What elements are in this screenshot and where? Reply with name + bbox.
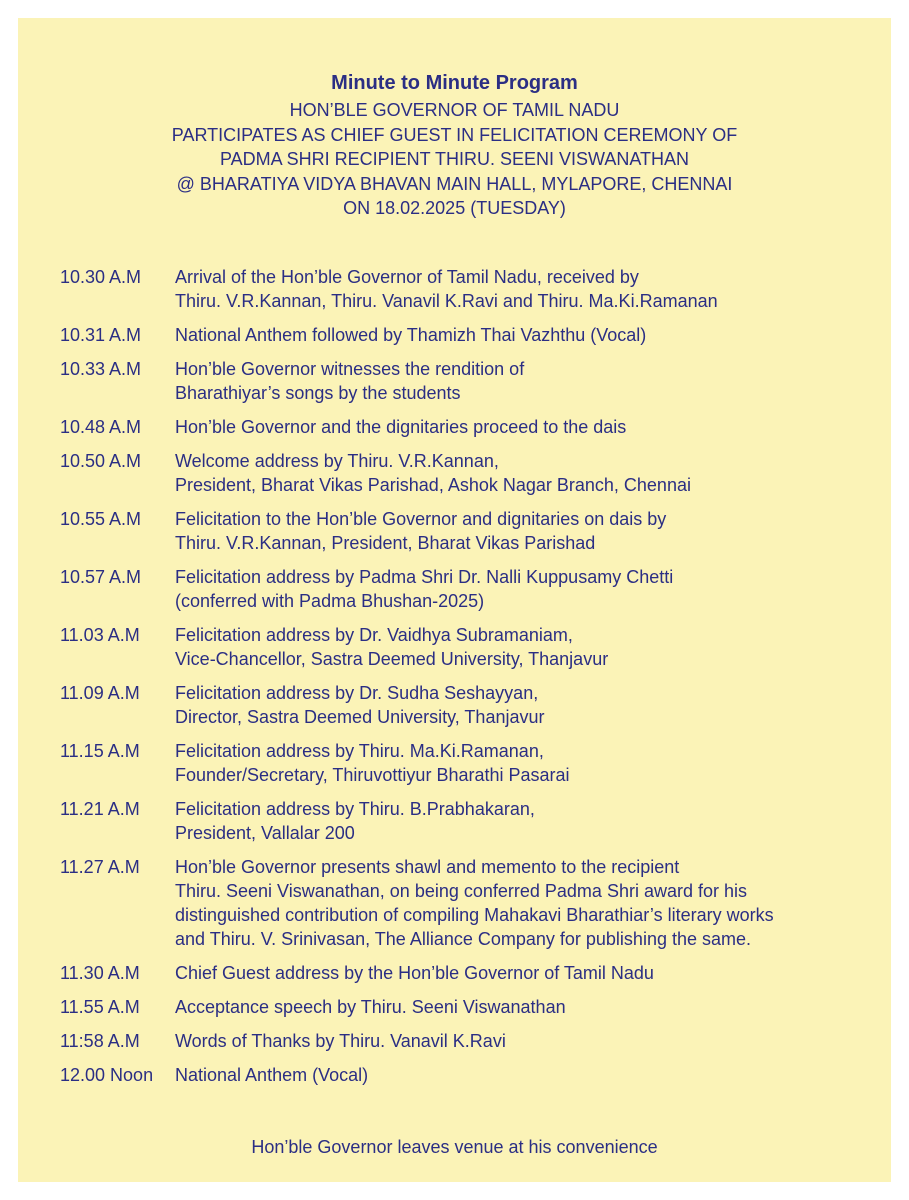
- schedule-row: [60, 415, 880, 439]
- schedule-description-line: Felicitation address by Dr. Vaidhya Subramaniam,: [175, 625, 573, 645]
- schedule-description: [175, 507, 880, 555]
- schedule-description-line: President, Vallalar 200: [175, 823, 355, 843]
- schedule-description: [175, 1029, 880, 1053]
- subtitle-line: HON’BLE GOVERNOR OF TAMIL NADU: [289, 100, 620, 120]
- schedule-description: [175, 449, 880, 497]
- schedule-description-line: National Anthem (Vocal): [175, 1065, 369, 1085]
- subtitle-line: ON 18.02.2025 (TUESDAY): [343, 198, 566, 218]
- schedule-description-line: Acceptance speech by Thiru. Seeni Viswanathan: [175, 997, 566, 1017]
- page-title: Minute to Minute Program: [331, 72, 578, 94]
- schedule-description-line: Director, Sastra Deemed University, Thanjavur: [175, 707, 545, 727]
- schedule-row: [60, 357, 880, 405]
- schedule-description-line: Words of Thanks by Thiru. Vanavil K.Ravi: [175, 1031, 506, 1051]
- schedule-description: [175, 565, 880, 613]
- schedule-description: [175, 323, 880, 347]
- schedule-time: 11:58 A.M: [60, 1031, 140, 1051]
- schedule-row: [60, 1029, 880, 1053]
- schedule-row: [60, 855, 880, 951]
- schedule-description-line: Thiru. Seeni Viswanathan, on being conferred Padma Shri award for his: [175, 881, 747, 901]
- closing-note: Hon’ble Governor leaves venue at his convenience: [251, 1137, 658, 1157]
- schedule-time: 11.27 A.M: [60, 857, 140, 877]
- schedule-row: [60, 1063, 880, 1087]
- schedule-description-line: Hon’ble Governor presents shawl and memento to the recipient: [175, 857, 680, 877]
- schedule-time: 11.55 A.M: [60, 997, 140, 1017]
- schedule-row: [60, 961, 880, 985]
- schedule-row: [60, 681, 880, 729]
- schedule-row: [60, 507, 880, 555]
- schedule-description-line: Felicitation address by Thiru. Ma.Ki.Ramanan,: [175, 741, 544, 761]
- schedule-description-line: Felicitation address by Thiru. B.Prabhakaran,: [175, 799, 535, 819]
- schedule-description-line: Felicitation to the Hon’ble Governor and dignitaries on dais by: [175, 509, 667, 529]
- schedule-time: 10.30 A.M: [60, 267, 142, 287]
- schedule-row: [60, 623, 880, 671]
- schedule-description: [175, 797, 880, 845]
- schedule-description: [175, 961, 880, 985]
- schedule-description: [175, 265, 880, 313]
- schedule-row: [60, 995, 880, 1019]
- schedule-time: 10.33 A.M: [60, 359, 142, 379]
- schedule-description: [175, 995, 880, 1019]
- schedule-description-line: Welcome address by Thiru. V.R.Kannan,: [175, 451, 499, 471]
- program-sheet: [18, 18, 891, 1182]
- schedule-description-line: Hon’ble Governor witnesses the rendition of: [175, 359, 525, 379]
- schedule-description-line: President, Bharat Vikas Parishad, Ashok Nagar Branch, Chennai: [175, 475, 691, 495]
- schedule-description: [175, 739, 880, 787]
- schedule-description-line: Felicitation address by Padma Shri Dr. Nalli Kuppusamy Chetti: [175, 567, 674, 587]
- schedule-time: 10.48 A.M: [60, 417, 142, 437]
- schedule-description: [175, 415, 880, 439]
- schedule-description-line: Arrival of the Hon’ble Governor of Tamil Nadu, received by: [175, 267, 639, 287]
- schedule-row: [60, 323, 880, 347]
- schedule-description-line: Felicitation address by Dr. Sudha Seshayyan,: [175, 683, 539, 703]
- schedule-row: [60, 739, 880, 787]
- program-header: [18, 68, 891, 221]
- schedule-time: 11.30 A.M: [60, 963, 140, 983]
- schedule-description-line: Thiru. V.R.Kannan, President, Bharat Vikas Parishad: [175, 533, 596, 553]
- schedule-time: 10.31 A.M: [60, 325, 142, 345]
- schedule-time: 11.09 A.M: [60, 683, 140, 703]
- schedule-description-line: Vice-Chancellor, Sastra Deemed University, Thanjavur: [175, 649, 609, 669]
- schedule-time: 10.50 A.M: [60, 451, 142, 471]
- schedule-row: [60, 565, 880, 613]
- schedule-description-line: Bharathiyar’s songs by the students: [175, 383, 461, 403]
- schedule-description-line: National Anthem followed by Thamizh Thai Vazhthu (Vocal): [175, 325, 647, 345]
- schedule-row: [60, 797, 880, 845]
- schedule-description: [175, 855, 880, 951]
- schedule-time: 10.55 A.M: [60, 509, 142, 529]
- schedule-description-line: Chief Guest address by the Hon’ble Governor of Tamil Nadu: [175, 963, 654, 983]
- subtitle-line: PADMA SHRI RECIPIENT THIRU. SEENI VISWANATHAN: [219, 149, 690, 169]
- schedule-time: 11.15 A.M: [60, 741, 140, 761]
- subtitle-line: @ BHARATIYA VIDYA BHAVAN MAIN HALL, MYLAPORE, CHENNAI: [176, 173, 733, 194]
- schedule-time: 11.21 A.M: [60, 799, 140, 819]
- schedule-description: [175, 623, 880, 671]
- schedule-description-line: distinguished contribution of compiling Mahakavi Bharathiar’s literary works: [175, 905, 774, 925]
- schedule-description: [175, 357, 880, 405]
- schedule-time: 12.00 Noon: [60, 1065, 154, 1085]
- schedule-description: [175, 681, 880, 729]
- schedule-time: 10.57 A.M: [60, 567, 142, 587]
- schedule-description-line: and Thiru. V. Srinivasan, The Alliance Company for publishing the same.: [175, 929, 751, 949]
- schedule-description-line: (conferred with Padma Bhushan-2025): [175, 591, 485, 611]
- schedule-description-line: Hon’ble Governor and the dignitaries proceed to the dais: [175, 417, 627, 437]
- schedule-row: [60, 265, 880, 313]
- schedule-list: [60, 265, 880, 1097]
- schedule-description-line: Thiru. V.R.Kannan, Thiru. Vanavil K.Ravi and Thiru. Ma.Ki.Ramanan: [175, 291, 718, 311]
- schedule-description: [175, 1063, 880, 1087]
- schedule-description-line: Founder/Secretary, Thiruvottiyur Bharathi Pasarai: [175, 765, 570, 785]
- subtitle-line: PARTICIPATES AS CHIEF GUEST IN FELICITATION CEREMONY OF: [171, 124, 738, 145]
- schedule-time: 11.03 A.M: [60, 625, 140, 645]
- schedule-row: [60, 449, 880, 497]
